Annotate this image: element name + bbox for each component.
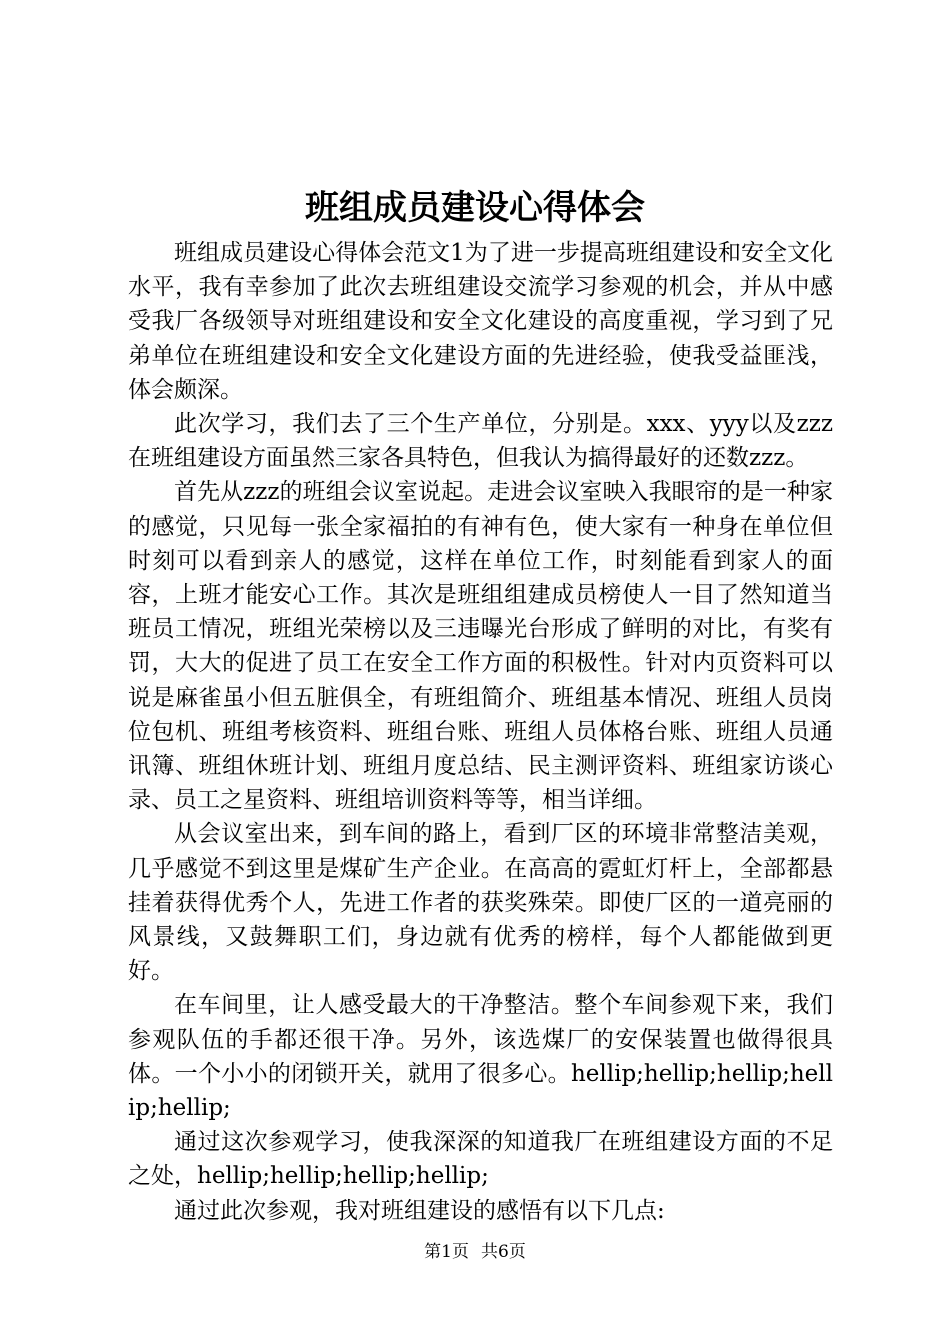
page-total: 共6页 xyxy=(481,1242,526,1262)
paragraph: 通过这次参观学习，使我深深的知道我厂在班组建设方面的不足之处，hellip;hellip;hellip;hellip; xyxy=(128,1129,833,1190)
paragraph: 从会议室出来，到车间的路上，看到厂区的环境非常整洁美观，几乎感觉不到这里是煤矿生产企业。在高高的霓虹灯杆上，全部都悬挂着获得优秀个人，先进工作者的获奖殊荣。即使厂区的一道亮丽的风景线，又鼓舞职工们，身边就有优秀的榜样，每个人都能做到更好。 xyxy=(128,821,833,985)
paragraph: 首先从zzz的班组会议室说起。走进会议室映入我眼帘的是一种家的感觉，只见每一张全家福拍的有神有色，使大家有一种身在单位但时刻可以看到亲人的感觉，这样在单位工作，时刻能看到家人的面容，上班才能安心工作。其次是班组组建成员榜使人一目了然知道当班员工情况，班组光荣榜以及三违曝光台形成了鲜明的对比，有奖有罚，大大的促进了员工在安全工作方面的积极性。针对内页资料可以说是麻雀虽小但五脏俱全，有班组简介、班组基本情况、班组人员岗位包机、班组考核资料、班组台账、班组人员体格台账、班组人员通讯簿、班组休班计划、班组月度总结、民主测评资料、班组家访谈心录、员工之星资料、班组培训资料等等，相当详细。 xyxy=(128,479,833,814)
paragraph: 班组成员建设心得体会范文1为了进一步提高班组建设和安全文化水平，我有幸参加了此次去班组建设交流学习参观的机会，并从中感受我厂各级领导对班组建设和安全文化建设的高度重视，学习到了兄弟单位在班组建设和安全文化建设方面的先进经验，使我受益匪浅，体会颇深。 xyxy=(128,240,833,403)
paragraph: 此次学习，我们去了三个生产单位，分别是。xxx、yyy以及zzz在班组建设方面虽然三家各具特色，但我认为搞得最好的还数zzz。 xyxy=(128,411,833,472)
document-body xyxy=(128,236,833,1228)
paragraph: 在车间里，让人感受最大的干净整洁。整个车间参观下来，我们参观队伍的手都还很干净。另外，该选煤厂的安保装置也做得很具体。一个小小的闭锁开关，就用了很多心。hellip;hellip;hellip;hellip;hellip; xyxy=(128,992,833,1122)
page-number: 第1页 xyxy=(424,1242,469,1262)
page-footer xyxy=(0,1240,950,1264)
paragraph: 通过此次参观，我对班组建设的感悟有以下几点: xyxy=(174,1197,665,1224)
document-title: 班组成员建设心得体会 xyxy=(305,188,645,228)
